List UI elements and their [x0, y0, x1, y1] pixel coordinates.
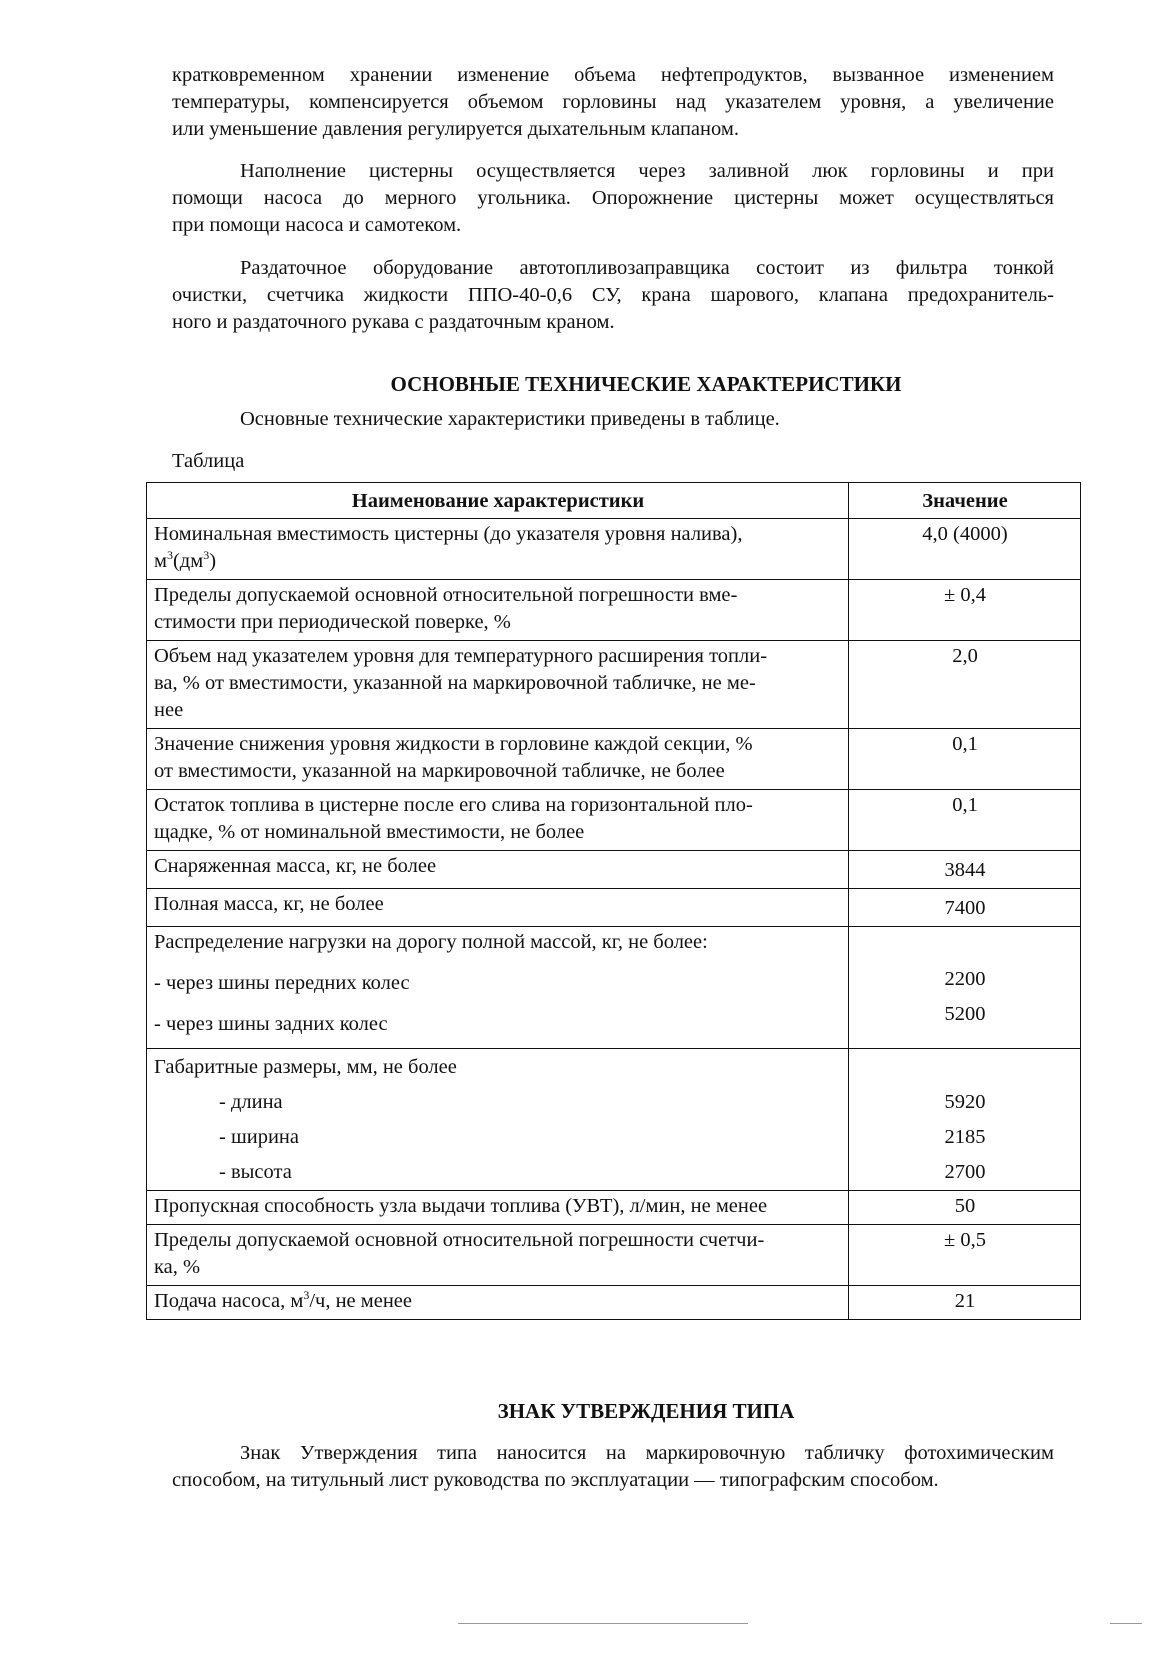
table-row [147, 1286, 1081, 1320]
row-name [147, 1286, 849, 1320]
row-name: Снаряженная масса, кг, не более [147, 851, 849, 889]
row-value: 0,1 [849, 790, 1081, 851]
text-line: помощи насоса до мерного угольника. Опорожнение цистерны может осуществляться [172, 187, 1054, 209]
row-value-group [849, 1049, 1081, 1191]
header-name: Наименование характеристики [147, 483, 849, 519]
specs-table [146, 482, 1081, 1320]
table-row [147, 927, 1081, 1049]
paragraph-dispensing-equipment [172, 255, 1054, 336]
row-value: ± 0,4 [849, 580, 1081, 641]
row-value-group [849, 927, 1081, 1049]
row-name-line: Номинальная вместимость цистерны (до указателя уровня налива), [154, 523, 743, 545]
text-line: или уменьшение давления регулируется дыхательным клапаном. [172, 118, 739, 140]
row-name-line: ва, % от вместимости, указанной на маркировочной табличке, не ме- [154, 672, 756, 694]
table-row [147, 729, 1081, 790]
row-value: 5200 [944, 1003, 986, 1025]
text-line: кратковременном хранении изменение объема нефтепродуктов, вызванное изменением [172, 64, 1054, 86]
text-line: Знак Утверждения типа наносится на маркировочную табличку фотохимическим [240, 1442, 1054, 1464]
text-line: способом, на титульный лист руководства по эксплуатации — типографским способом. [172, 1469, 939, 1491]
row-value: 7400 [849, 889, 1081, 927]
table-row [147, 1225, 1081, 1286]
row-name-line: ка, % [154, 1256, 201, 1278]
paragraph-filling [172, 158, 1054, 239]
text-line: температуры, компенсируется объемом горловины над указателем уровня, а увеличение [172, 91, 1054, 113]
row-sub-item: - через шины задних колес [154, 1013, 388, 1035]
row-name-line: Значение снижения уровня жидкости в горловине каждой секции, % [154, 733, 753, 755]
row-name-unit [154, 550, 216, 572]
row-value: ± 0,5 [849, 1225, 1081, 1286]
row-name-line: Объем над указателем уровня для температурного расширения топли- [154, 645, 768, 667]
unit-sup: 3 [166, 548, 173, 563]
row-value: 2185 [944, 1126, 986, 1148]
row-value: 2700 [944, 1161, 986, 1183]
table-row [147, 519, 1081, 580]
unit-sup: 3 [203, 548, 210, 563]
row-name-part: Подача насоса, м [154, 1290, 304, 1312]
row-name-line: нее [154, 699, 184, 721]
row-value: 2,0 [849, 641, 1081, 729]
scan-artifact-line [1110, 1623, 1142, 1624]
row-name-line: Остаток топлива в цистерне после его слива на горизонтальной пло- [154, 794, 753, 816]
table-row [147, 641, 1081, 729]
row-name: Пропускная способность узла выдачи топлива (УВТ), л/мин, не менее [147, 1191, 849, 1225]
row-value: 21 [849, 1286, 1081, 1320]
row-value: 50 [849, 1191, 1081, 1225]
row-name-line: щадке, % от номинальной вместимости, не более [154, 821, 585, 843]
unit-part: м [154, 550, 167, 572]
table-row [147, 1191, 1081, 1225]
row-name-part: /ч, не менее [309, 1290, 413, 1312]
table-row [147, 580, 1081, 641]
row-name-line: Распределение нагрузки на дорогу полной массой, кг, не более: [154, 931, 708, 953]
row-value: 4,0 (4000) [849, 519, 1081, 580]
text-line: ного и раздаточного рукава с раздаточным краном. [172, 311, 615, 333]
row-name-line: Пределы допускаемой основной относительной погрешности счетчи- [154, 1229, 765, 1251]
row-name [147, 519, 849, 580]
row-sub-item: - через шины передних колес [154, 972, 410, 994]
row-name [147, 580, 849, 641]
header-value: Значение [849, 483, 1081, 519]
row-value: 2200 [944, 968, 986, 990]
row-value: 3844 [849, 851, 1081, 889]
text-line: при помощи насоса и самотеком. [172, 214, 462, 236]
table-row [147, 1049, 1081, 1191]
row-name-line: Пределы допускаемой основной относительной погрешности вме- [154, 584, 738, 606]
row-name-line: Габаритные размеры, мм, не более [154, 1056, 457, 1078]
unit-sup: 3 [303, 1288, 310, 1303]
paragraph-storage [172, 62, 1054, 143]
unit-part: ) [209, 550, 217, 572]
table-caption: Таблица [172, 450, 245, 472]
section-heading-specs: ОСНОВНЫЕ ТЕХНИЧЕСКИЕ ХАРАКТЕРИСТИКИ [390, 372, 902, 396]
row-value: 5920 [944, 1091, 986, 1113]
row-name [147, 729, 849, 790]
table-row [147, 851, 1081, 889]
row-name: Полная масса, кг, не более [147, 889, 849, 927]
row-value: 0,1 [849, 729, 1081, 790]
unit-part: (дм [172, 550, 204, 572]
text-line: Раздаточное оборудование автотопливозаправщика состоит из фильтра тонкой [240, 257, 1054, 279]
row-name [147, 1225, 849, 1286]
row-sub-item: - ширина [219, 1126, 299, 1148]
row-name [147, 1049, 849, 1191]
table-row [147, 889, 1081, 927]
row-name [147, 641, 849, 729]
row-name-line: стимости при периодической поверке, % [154, 611, 511, 633]
table-row [147, 790, 1081, 851]
scan-artifact-line [458, 1623, 748, 1624]
table-header-row [147, 483, 1081, 519]
text-line: очистки, счетчика жидкости ППО-40-0,6 СУ, крана шарового, клапана предохранитель- [172, 284, 1054, 306]
section-heading-type-approval: ЗНАК УТВЕРЖДЕНИЯ ТИПА [497, 1399, 795, 1423]
text-line: Наполнение цистерны осуществляется через заливной люк горловины и при [240, 160, 1054, 182]
row-name [147, 790, 849, 851]
row-sub-item: - длина [219, 1091, 283, 1113]
row-name [147, 927, 849, 1049]
row-name-line: от вместимости, указанной на маркировочной табличке, не более [154, 760, 725, 782]
row-sub-item: - высота [219, 1161, 292, 1183]
paragraph-type-approval [172, 1440, 1054, 1494]
section-intro: Основные технические характеристики приведены в таблице. [240, 408, 780, 430]
